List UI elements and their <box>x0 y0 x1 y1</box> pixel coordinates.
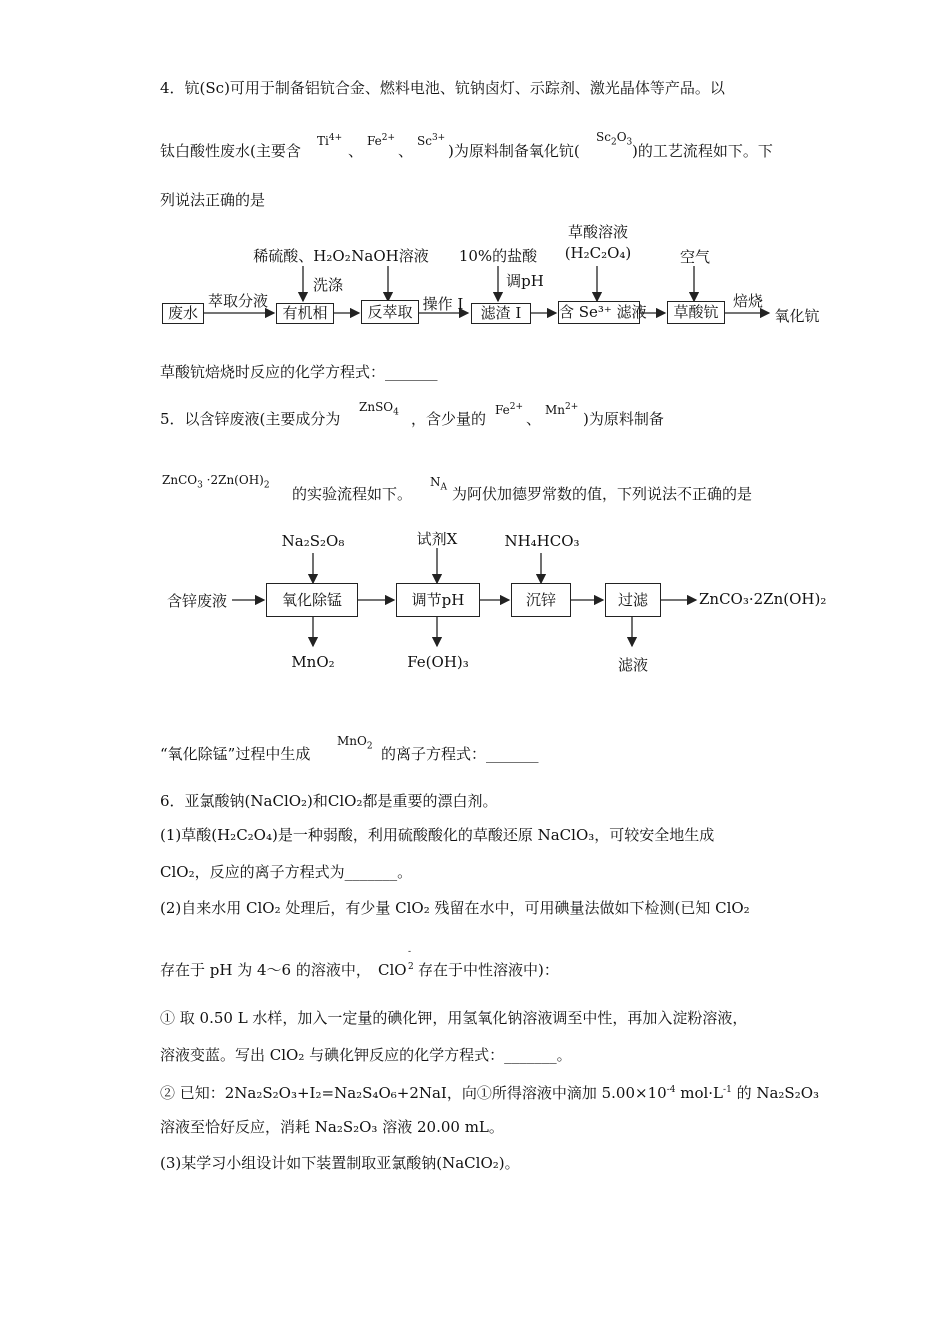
flow-reagent-h2so4-h2o2: 稀硫酸、H₂O₂ <box>253 247 351 265</box>
q4-line3: 列说法正确的是 <box>160 191 266 209</box>
sc2o3-o: O <box>616 130 627 144</box>
q4-sep2: 、 <box>398 142 414 160</box>
q5-out-mno2: MnO₂ <box>291 653 335 671</box>
flow-reagent-oxalic-acid: 草酸溶液 <box>567 223 628 241</box>
q5-line1-c: )为原料制备 <box>583 410 664 428</box>
s2-exponent: -4 <box>666 1085 676 1095</box>
znso4-symbol: ZnSO <box>359 400 394 414</box>
q6-s2-line1 <box>160 1080 819 1103</box>
flow-box-organic-phase: 有机相 <box>276 303 334 324</box>
product-znco3-sub: 3 <box>197 480 203 491</box>
q6-p1-line1: (1)草酸(H₂C₂O₄)是一种弱酸，利用硫酸酸化的草酸还原 NaClO₃，可较安全地生成 <box>160 826 715 844</box>
flow-reagent-hcl: 10%的盐酸 <box>458 247 538 265</box>
q5-question-b: 的离子方程式：_______ <box>381 745 539 763</box>
formula-mno2 <box>337 731 373 756</box>
ion-sc-symbol: Sc <box>417 134 432 148</box>
flow-reagent-naoh: NaOH溶液 <box>351 247 429 265</box>
clo2-ion-symbol: ClO <box>378 961 407 979</box>
q6-p2-line2-b: 存在于中性溶液中)： <box>418 961 559 979</box>
formula-clo2-ion <box>378 960 407 980</box>
flow-note-adjust-ph: 调pH <box>506 272 544 290</box>
flow-reagent-air: 空气 <box>679 248 710 266</box>
q6-s1-line1: ① 取 0.50 L 水样，加入一定量的碘化钾，用氢氧化钠溶液调至中性，再加入淀粉溶液， <box>160 1009 748 1027</box>
q5-line1-b: ，含少量的 <box>411 410 487 428</box>
q5-box-oxidation: 氧化除锰 <box>266 583 358 617</box>
q4-line2-c: )的工艺流程如下。下 <box>632 142 773 160</box>
q5-flow-product: ZnCO₃·2Zn(OH)₂ <box>699 590 827 608</box>
ion-fe-symbol: Fe <box>367 134 382 148</box>
q5-fe-charge: 2+ <box>509 402 524 412</box>
flow-box-filtrate: 含 Se³⁺ 滤液 <box>558 301 640 324</box>
flow-reagent-oxalic-formula: (H₂C₂O₄) <box>564 244 632 262</box>
q6-p1-line2: ClO₂，反应的离子方程式为_______。 <box>160 863 413 881</box>
clo2-ion-charge: - <box>408 947 412 957</box>
q5-mn-symbol: Mn <box>545 403 566 417</box>
flow-box-back-extraction: 反萃取 <box>361 300 419 324</box>
q6-p2-line2-a: 存在于 pH 为 4～6 的溶液中， <box>160 961 371 979</box>
na-sub: A <box>440 482 447 493</box>
q5-question-a: “氧化除锰”过程中生成 <box>160 745 311 763</box>
sc2o3-sub1: 2 <box>610 137 617 148</box>
q4-line1: 4．钪(Sc)可用于制备铝钪合金、燃料电池、钪钠卤灯、示踪剂、激光晶体等产品。以 <box>160 79 725 97</box>
q5-fe-symbol: Fe <box>495 403 510 417</box>
product-znoh2: ·2Zn(OH) <box>206 473 264 487</box>
q5-line2-c: 为阿伏加德罗常数的值，下列说法不正确的是 <box>452 485 753 503</box>
q5-sep: 、 <box>526 410 542 428</box>
q5-flow-start: 含锌废液 <box>166 592 227 610</box>
q6-s1-line2: 溶液变蓝。写出 ClO₂ 与碘化钾反应的化学方程式：_______。 <box>160 1046 572 1064</box>
na-symbol: N <box>430 475 441 489</box>
q4-line2-a: 钛白酸性废水(主要含 <box>160 142 301 160</box>
q5-line2-b: 的实验流程如下。 <box>292 485 413 503</box>
flow-box-residue-1: 滤渣 I <box>471 303 531 324</box>
sc2o3-sub2: 3 <box>626 137 633 148</box>
mno2-symbol: MnO <box>337 734 367 748</box>
q4-sep1: 、 <box>348 142 364 160</box>
flow-product-scandium-oxide: 氧化钪 <box>774 307 820 325</box>
clo2-ion-sub: 2 <box>408 962 414 972</box>
q5-mn-charge: 2+ <box>565 402 579 412</box>
q5-reagent-na2s2o8: Na₂S₂O₈ <box>281 532 345 550</box>
flow-note-wash: 洗涤 <box>312 276 343 294</box>
s2-equation: ② 已知：2Na₂S₂O₃+I₂=Na₂S₄O₆+2NaI，向①所得溶液中滴加 5.00×10 <box>160 1084 667 1102</box>
ion-ti-symbol: Ti <box>317 134 329 148</box>
flow-label-operation-1: 操作 I <box>422 295 464 313</box>
q6-p2-line1: (2)自来水用 ClO₂ 处理后，有少量 ClO₂ 残留在水中，可用碘量法做如下检测(已知 ClO₂ <box>160 899 750 917</box>
s2-unit: mol·L <box>675 1084 724 1102</box>
product-znco3: ZnCO <box>162 473 198 487</box>
q6-s2-line2: 溶液至恰好反应，消耗 Na₂S₂O₃ 溶液 20.00 mL。 <box>160 1118 504 1136</box>
q4-line2-b: )为原料制备氧化钪( <box>448 142 580 160</box>
q5-box-precipitate-zinc: 沉锌 <box>511 583 571 617</box>
product-znoh2-sub: 2 <box>263 480 270 491</box>
q4-question: 草酸钪焙烧时反应的化学方程式：_______ <box>160 363 438 381</box>
ion-ti-charge: 4+ <box>328 133 343 143</box>
q6-line1: 6．亚氯酸钠(NaClO₂)和ClO₂都是重要的漂白剂。 <box>160 792 498 810</box>
q5-box-adjust-ph: 调节pH <box>396 583 480 617</box>
mno2-sub: 2 <box>366 741 373 752</box>
q6-p3: (3)某学习小组设计如下装置制取亚氯酸钠(NaClO₂)。 <box>160 1154 520 1172</box>
q5-box-filter: 过滤 <box>605 583 661 617</box>
flow-box-scandium-oxalate: 草酸钪 <box>667 301 725 324</box>
q5-reagent-x: 试剂X <box>416 530 458 548</box>
s2-tail: 的 Na₂S₂O₃ <box>731 1084 820 1102</box>
sc2o3-sc: Sc <box>596 130 611 144</box>
ion-fe-charge: 2+ <box>381 133 396 143</box>
s2-unit-exponent: -1 <box>723 1085 732 1095</box>
flow-label-roast: 焙烧 <box>732 292 763 310</box>
q5-out-feoh3: Fe(OH)₃ <box>407 653 469 671</box>
flow-label-extraction: 萃取分液 <box>207 292 268 310</box>
q5-reagent-nh4hco3: NH₄HCO₃ <box>504 532 580 550</box>
q5-out-filtrate: 滤液 <box>617 656 648 674</box>
q5-line1-a: 5．以含锌废液(主要成分为 <box>160 410 341 428</box>
ion-sc-charge: 3+ <box>431 133 446 143</box>
znso4-sub: 4 <box>393 407 399 418</box>
flow-box-wastewater: 废水 <box>162 303 204 324</box>
